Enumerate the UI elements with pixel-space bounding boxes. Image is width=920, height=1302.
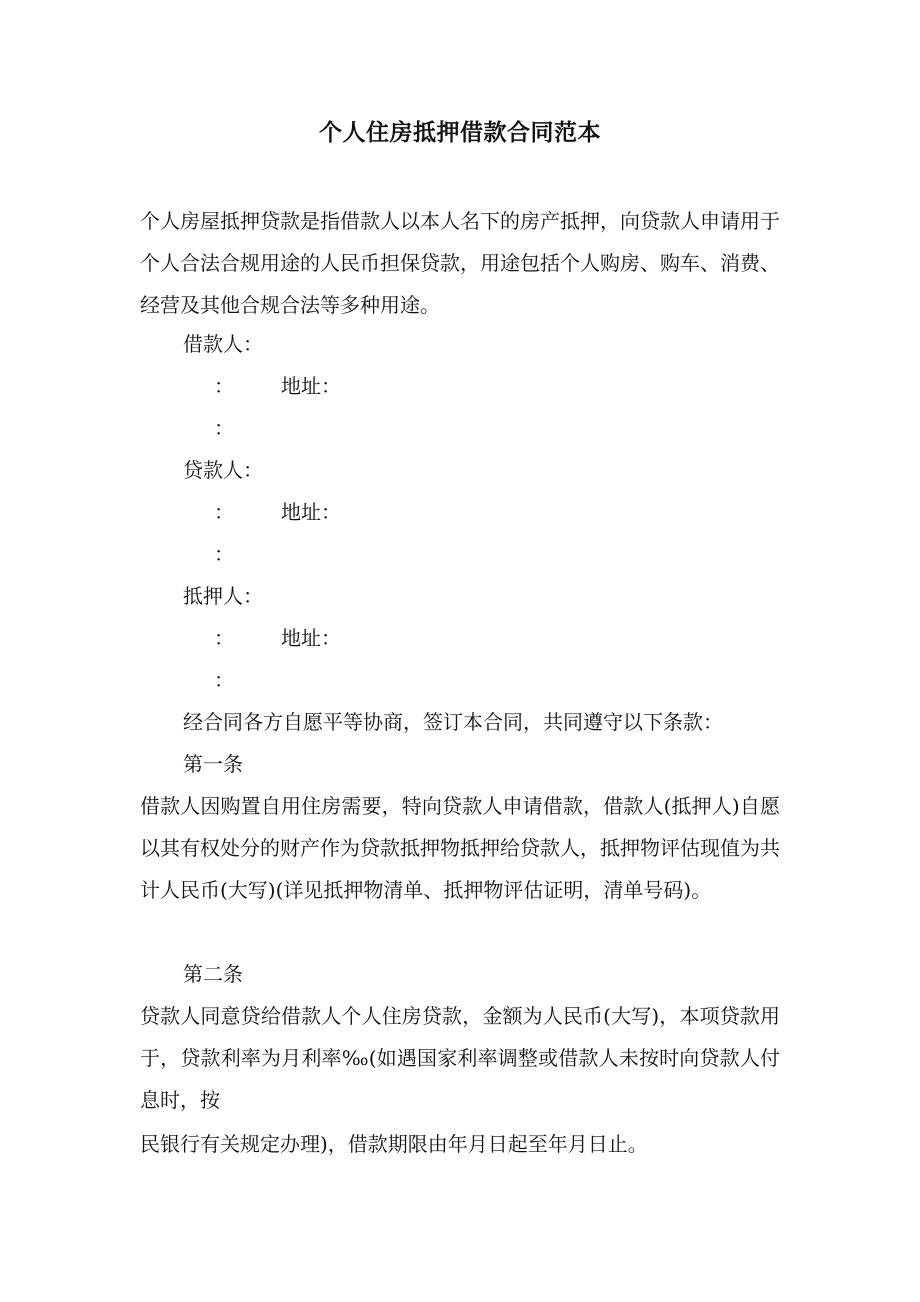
- mortgagor-address-label: 地址：: [281, 626, 341, 650]
- borrower-colon-2: ：: [214, 416, 234, 440]
- borrower-colon-1: ：: [214, 374, 234, 398]
- article-1-body: 借款人因购置自用住房需要，特向贷款人申请借款，借款人(抵押人)自愿以其有权处分的财产作为贷款抵押物抵押给贷款人，抵押物评估现值为共计人民币(大写)(详见抵押物清单、抵押物评估证明，清单号码)。: [140, 794, 780, 902]
- borrower-address-label: 地址：: [281, 374, 341, 398]
- mortgagor-colon-1: ：: [214, 626, 234, 650]
- mortgagor-label: 抵押人：: [183, 584, 263, 608]
- document-title: 个人住房抵押借款合同范本: [319, 119, 601, 146]
- article-2-heading: 第二条: [183, 962, 243, 986]
- article-2-body-continued: 民银行有关规定办理)，借款期限由年月日起至年月日止。: [140, 1132, 648, 1156]
- lender-label: 贷款人：: [183, 458, 263, 482]
- lender-colon-1: ：: [214, 500, 234, 524]
- article-2-body: 贷款人同意贷给借款人个人住房贷款，金额为人民币(大写)，本项贷款用于，贷款利率为月利率‰(如遇国家利率调整或借款人未按时向贷款人付息时，按: [140, 1004, 780, 1112]
- lender-colon-2: ：: [214, 542, 234, 566]
- lender-address-label: 地址：: [281, 500, 341, 524]
- agreement-line: 经合同各方自愿平等协商，签订本合同，共同遵守以下条款：: [183, 710, 723, 734]
- intro-paragraph: 个人房屋抵押贷款是指借款人以本人名下的房产抵押，向贷款人申请用于个人合法合规用途的人民币担保贷款，用途包括个人购房、购车、消费、经营及其他合规合法等多种用途。: [140, 209, 780, 317]
- article-1-heading: 第一条: [183, 752, 243, 776]
- borrower-label: 借款人：: [183, 332, 263, 356]
- mortgagor-colon-2: ：: [214, 668, 234, 692]
